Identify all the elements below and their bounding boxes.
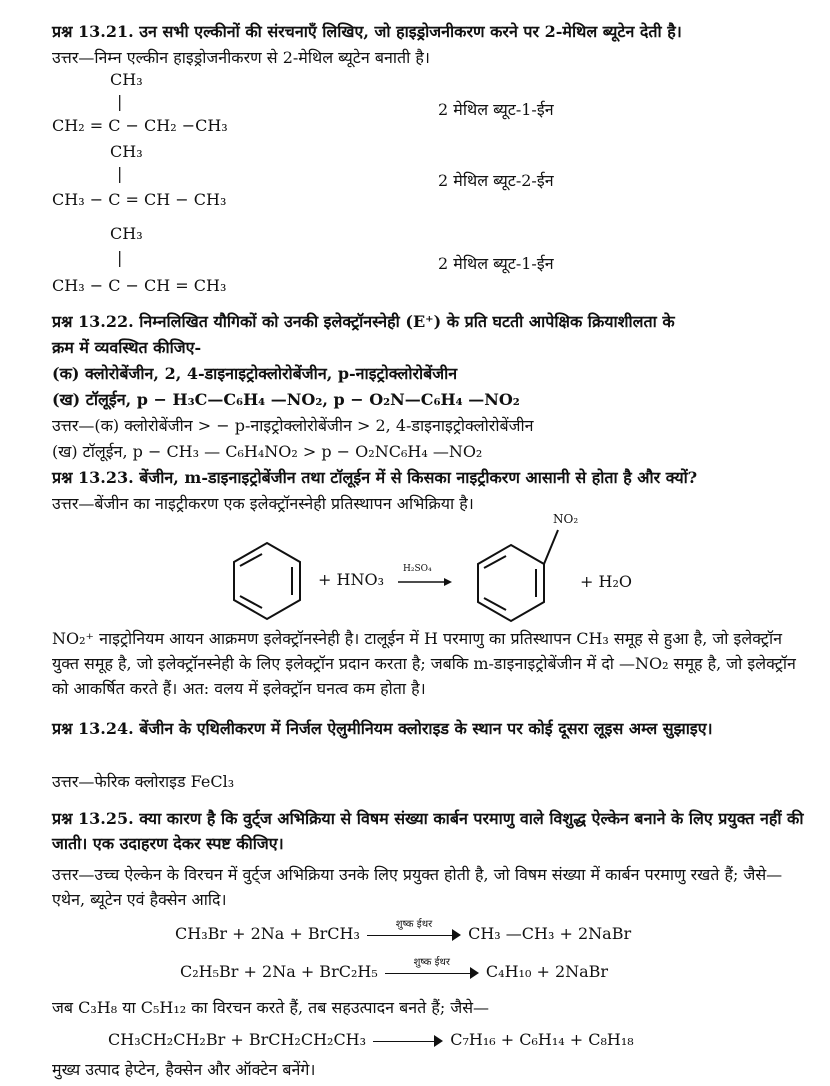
wurtz-eq3 — [108, 1030, 634, 1049]
q22-part-a: (क) क्लोरोबेंजीन, 2, 4-डाइनाइट्रोक्लोरोबेंजीन, p-नाइट्रोक्लोरोबेंजीन — [52, 364, 458, 383]
eq2-arrow — [385, 956, 479, 980]
s1-formula: CH₂ = C − CH₂ −CH₃ — [52, 116, 228, 135]
q24-question: प्रश्न 13.24. बेंजीन के एथिलीकरण में निर्जल ऐलुमीनियम क्लोराइड के स्थान पर कोई दूसरा लूइस अम्ल सुझाइए। — [52, 719, 713, 738]
benzene-ring-right — [478, 530, 558, 621]
eq1-products: CH₃ —CH₃ + 2NaBr — [468, 924, 632, 943]
nitro-group-label: NO₂ — [553, 512, 579, 526]
s2-name: 2 मेथिल ब्यूट-2-ईन — [438, 171, 554, 190]
q23-answer: उत्तर—बेंजीन का नाइट्रीकरण एक इलेक्ट्रॉनस्नेही प्रतिस्थापन अभिक्रिया है। — [52, 494, 474, 513]
q24-answer: उत्तर—फेरिक क्लोराइड FeCl₃ — [52, 772, 235, 791]
s2-formula: CH₃ − C = CH − CH₃ — [52, 190, 227, 209]
reagent-hno3: + HNO₃ — [318, 570, 384, 589]
s1-methyl: CH₃ — [110, 70, 143, 89]
q23-question: प्रश्न 13.23. बेंजीन, m-डाइनाइट्रोबेंजीन तथा टॉलूईन में से किसका नाइट्रीकरण आसानी से होता है और क्यों? — [52, 468, 698, 487]
eq1-catalyst: शुष्क ईथर — [395, 918, 433, 930]
q25-last-line: मुख्य उत्पाद हेप्टेन, हैक्सेन और ऑक्टेन बनेंगे। — [52, 1060, 316, 1079]
q22-part-b: (ख) टॉलूईन, p − H₃C—C₆H₄ —NO₂, p − O₂N—C₆H₄ —NO₂ — [52, 390, 520, 409]
wurtz-eq1 — [175, 918, 632, 943]
wurtz-eq2 — [180, 956, 609, 981]
s2-methyl: CH₃ — [110, 142, 143, 161]
q22-answer-b: (ख) टॉलूईन, p − CH₃ — C₆H₄NO₂ > p − O₂NC₆H₄ —NO₂ — [52, 442, 483, 461]
product-water: + H₂O — [580, 572, 632, 591]
q22-answer-a: उत्तर—(क) क्लोरोबेंजीन > − p-नाइट्रोक्लोरोबेंजीन > 2, 4-डाइनाइट्रोक्लोरोबेंजीन — [52, 416, 534, 435]
s3-bond: | — [117, 248, 123, 267]
q23-explanation: NO₂⁺ नाइट्रोनियम आयन आक्रमण इलेक्ट्रॉनस्नेही है। टालूईन में H परमाणु का प्रतिस्थापन CH₃ समूह से हुआ है, जो इलेक्ट्रॉन युक्त समूह है, जो इलेक्ट्रॉनस्नेही के लिए इलेक्ट्रॉन प्रदान करता है; जबकि m-डाइनाइट्रोबेंजीन में दो —NO₂ समूह है, जो इलेक्ट्रॉन को आकर्षित करते हैं। अत: वलय में इलेक्ट्रॉन घनत्व कम होता है। — [52, 629, 796, 698]
s3-formula: CH₃ − C − CH = CH₃ — [52, 276, 227, 295]
catalyst-h2so4: H₂SO₄ — [403, 564, 432, 574]
eq1-reactants: CH₃Br + 2Na + BrCH₃ — [175, 924, 360, 943]
eq2-reactants: C₂H₅Br + 2Na + BrC₂H₅ — [180, 962, 378, 981]
q21-question: प्रश्न 13.21. उन सभी एल्कीनों की संरचनाएँ लिखिए, जो हाइड्रोजनीकरण करने पर 2-मेथिल ब्यूटेन देती है। — [52, 22, 682, 41]
eq3-products: C₇H₁₆ + C₆H₁₄ + C₈H₁₈ — [450, 1030, 634, 1049]
eq2-products: C₄H₁₀ + 2NaBr — [485, 962, 609, 981]
q25-question: प्रश्न 13.25. क्या कारण है कि वुर्ट्ज अभिक्रिया से विषम संख्या कार्बन परमाणु वाले विशुद्ध ऐल्केन बनाने के लिए प्रयुक्त नहीं की जाती। एक उदाहरण देकर स्पष्ट कीजिए। — [52, 809, 804, 853]
s2-bond: | — [117, 164, 123, 183]
q22-question-line1: प्रश्न 13.22. निम्नलिखित यौगिकों को उनकी इलेक्ट्रॉनस्नेही (E⁺) के प्रति घटती आपेक्षिक क्रियाशीलता के — [52, 312, 675, 331]
s1-bond: | — [117, 92, 123, 111]
s1-name: 2 मेथिल ब्यूट-1-ईन — [438, 100, 554, 119]
eq2-catalyst: शुष्क ईथर — [413, 956, 451, 968]
q22-question-line2: क्रम में व्यवस्थित कीजिए- — [52, 338, 202, 357]
benzene-ring-left — [234, 543, 300, 619]
q25-answer: उत्तर—उच्च ऐल्केन के विरचन में वुर्ट्ज अभिक्रिया उनके लिए प्रयुक्त होती है, जो विषम संख्या में कार्बन परमाणु रखते हैं; जैसे—एथेन, ब्यूटेन एवं हैक्सेन आदि। — [52, 865, 783, 909]
q25-line-when: जब C₃H₈ या C₅H₁₂ का विरचन करते हैं, तब सहउत्पादन बनते हैं; जैसे— — [52, 998, 490, 1017]
s3-methyl: CH₃ — [110, 224, 143, 243]
s3-name: 2 मेथिल ब्यूट-1-ईन — [438, 254, 554, 273]
eq3-reactants: CH₃CH₂CH₂Br + BrCH₂CH₂CH₃ — [108, 1030, 367, 1049]
eq3-arrow — [373, 1034, 443, 1048]
reaction-arrow — [398, 578, 452, 586]
q21-answer: उत्तर—निम्न एल्कीन हाइड्रोजनीकरण से 2-मेथिल ब्यूटेन बनाती है। — [52, 48, 430, 67]
eq1-arrow — [367, 918, 461, 942]
